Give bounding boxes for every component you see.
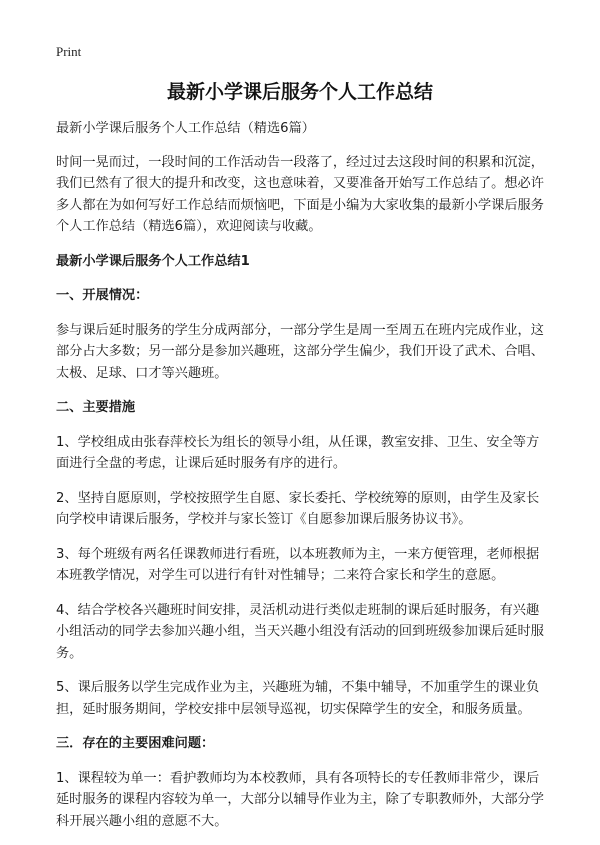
article-heading: 最新小学课后服务个人工作总结1 (56, 253, 250, 269)
article-subtitle: 最新小学课后服务个人工作总结（精选6篇） (56, 121, 315, 136)
problem-item-1: 1、课程较为单一：看护教师均为本校教师，具有各项特长的专任教师非常少，课后延时服务的课程内容较为单一，大部分以辅导作业为主，除了专职教师外，大部分学科开展兴趣小组的意愿不大。 (56, 770, 544, 829)
print-link[interactable]: Print (56, 44, 82, 59)
page-title: 最新小学课后服务个人工作总结 (166, 81, 433, 103)
measure-item-2: 2、坚持自愿原则，学校按照学生自愿、家长委托、学校统筹的原则，由学生及家长向学校申请课后服务，学校并与家长签订《自愿参加课后服务协议书》。 (56, 490, 540, 527)
section-heading-3: 三．存在的主要困难问题： (56, 736, 215, 751)
measure-item-5: 5、课后服务以学生完成作业为主，兴趣班为辅，不集中辅导，不加重学生的课业负担，延时服务期间，学校安排中层领导巡视，切实保障学生的安全，和服务质量。 (56, 680, 540, 717)
article-body (56, 118, 548, 845)
measure-item-4: 4、结合学校各兴趣班时间安排，灵活机动进行类似走班制的课后延时服务，有兴趣小组活动的同学去参加兴趣小组，当天兴趣小组没有活动的回到班级参加课后延时服务。 (56, 602, 544, 661)
measure-item-1: 1、学校组成由张春萍校长为组长的领导小组，从任课，教室安排、卫生、安全等方面进行全盘的考虑，让课后延时服务有序的进行。 (56, 434, 540, 471)
section-1-paragraph: 参与课后延时服务的学生分成两部分，一部分学生是周一至周五在班内完成作业，这部分占大多数；另一部分是参加兴趣班，这部分学生偏少，我们开设了武术、合唱、太极、足球、口才等兴趣班。 (56, 322, 544, 381)
section-heading-2: 二、主要措施 (56, 400, 136, 415)
measure-item-3: 3、每个班级有两名任课教师进行看班，以本班教师为主，一来方便管理，老师根据本班教学情况，对学生可以进行有针对性辅导；二来符合家长和学生的意愿。 (56, 546, 540, 583)
section-heading-1: 一、开展情况： (56, 288, 149, 303)
intro-paragraph: 时间一晃而过，一段时间的工作活动告一段落了，经过过去这段时间的积累和沉淀，我们已然有了很大的提升和改变，这也意味着，又要准备开始写工作总结了。想必许多人都在为如何写好工作总结而烦恼吧，下面是小编为大家收集的最新小学课后服务个人工作总结（精选6篇），欢迎阅读与收藏。 (56, 154, 544, 234)
